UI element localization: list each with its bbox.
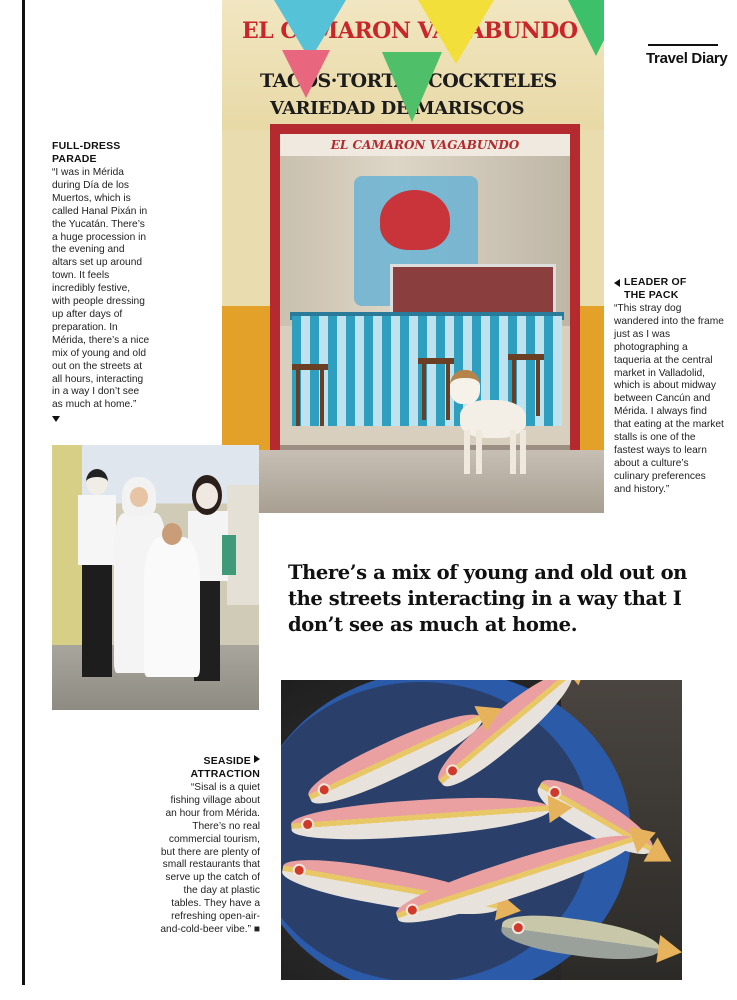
caption-full-dress-parade xyxy=(52,140,150,422)
pull-quote: There’s a mix of young and old out on the streets interacting in a way that I don’t see as much at home. xyxy=(288,561,687,636)
caption-leader-of-the-pack xyxy=(614,276,724,497)
photo-sign-line2: VARIEDAD DE MARISCOS xyxy=(270,98,524,119)
photo-wall-left xyxy=(222,130,274,450)
arrow-left-icon xyxy=(614,279,620,287)
caption-heading: SEASIDE ATTRACTION xyxy=(190,755,260,780)
photo-fish-bowl xyxy=(281,680,682,980)
section-tag: Travel Diary xyxy=(646,50,728,67)
stall-inner-sign: EL CAMARON VAGABUNDO xyxy=(280,134,570,156)
bunting-flag xyxy=(418,0,494,64)
caption-body: “This stray dog wandered into the frame just as I was photographing a taqueria at the central market in Valladolid, which is about midway between Cancún and Mérida. I always find that eating at the market stalls is one of the fastest ways to learn about a culture’s culinary preferences and history.” xyxy=(614,303,724,495)
person-nun-elderly xyxy=(144,523,202,681)
photo-wall-right xyxy=(576,130,604,450)
shrimp-mural xyxy=(380,190,450,250)
caption-heading: LEADER OF THE PACK xyxy=(614,276,724,301)
caption-body: “I was in Mérida during Día de los Muertos, which is called Hanal Pixán in the Yucatán. There’s a huge procession in the evening and altars set up around town. It feels incredibly festive, with people dressing up after days of preparation. In Mérida, there’s a nice mix of young and old out on the streets at all hours, interacting in a way I don’t see as much at home.” xyxy=(52,167,150,411)
photo-taqueria-dog xyxy=(222,0,604,513)
tiled-floor xyxy=(222,450,604,513)
caption-seaside-attraction xyxy=(160,755,260,937)
bunting-flag xyxy=(568,0,604,56)
caption-body: “Sisal is a quiet fishing village about an hour from Mérida. There’s no real commercial tourism, but there are plenty of small restaurants that serve up the catch of the day at plastic tables. They have a refreshing open-air-and-cold-beer vibe.” ■ xyxy=(160,782,260,935)
left-margin-rule xyxy=(22,0,25,985)
stool xyxy=(292,364,328,424)
stray-dog xyxy=(450,370,536,482)
bunting-flag xyxy=(282,50,330,98)
stool xyxy=(418,358,454,418)
arrow-down-icon xyxy=(52,416,60,422)
stall-interior xyxy=(280,156,570,326)
arrow-right-icon xyxy=(254,755,260,763)
photo-sign-line1: TACOS·TORTAS·COCKTELES xyxy=(260,70,557,92)
photo-day-of-the-dead xyxy=(52,445,259,710)
section-tag-rule xyxy=(648,44,718,46)
caption-heading: FULL-DRESS PARADE xyxy=(52,140,121,165)
photo-sign-title: EL CAMARON VAGABUNDO xyxy=(242,18,578,44)
end-mark: ■ xyxy=(253,923,260,935)
